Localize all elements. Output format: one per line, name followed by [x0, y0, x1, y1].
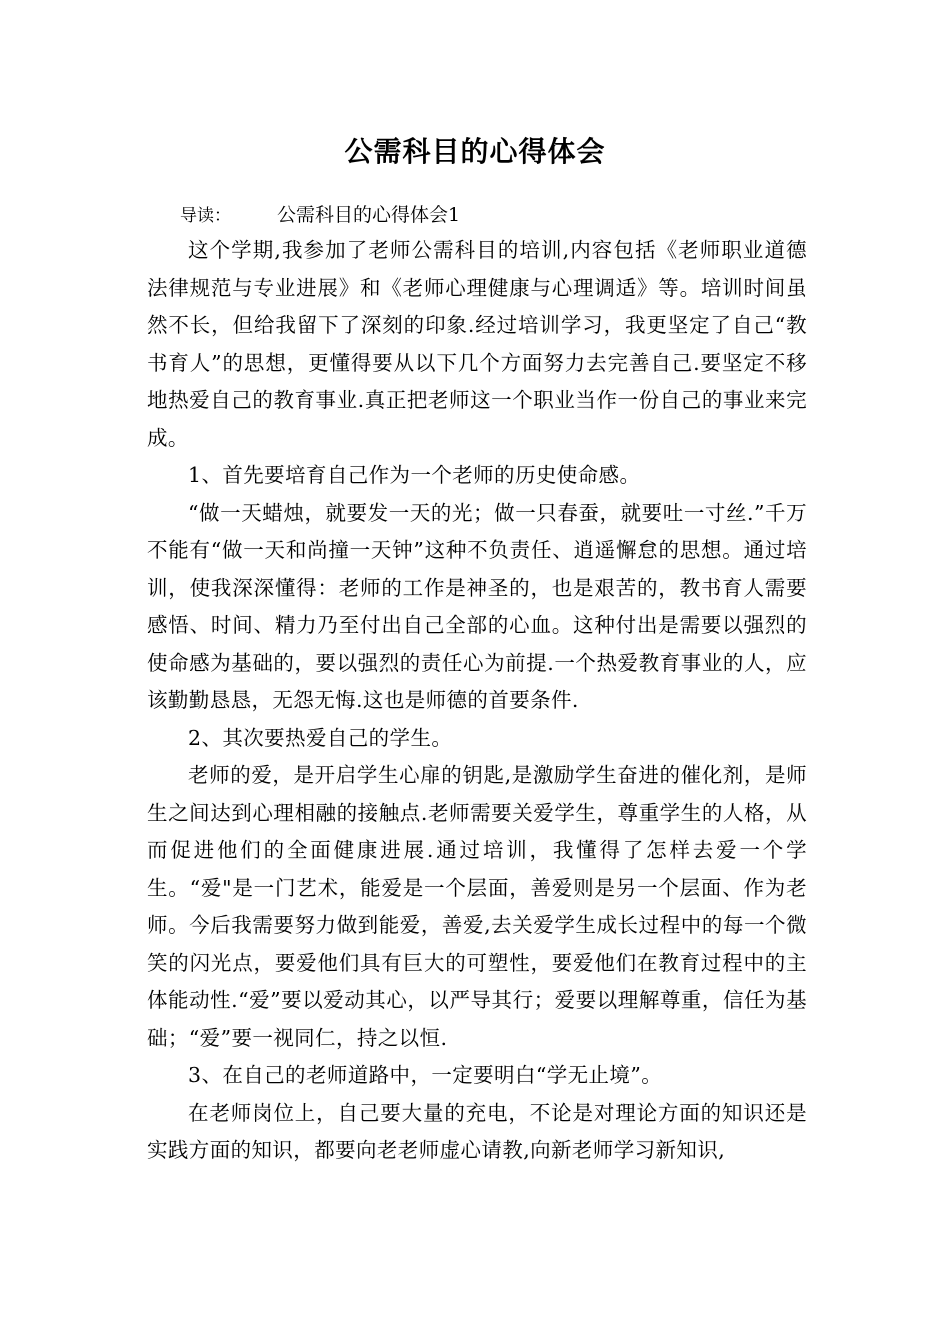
paragraph: 在老师岗位上，自己要大量的充电，不论是对理论方面的知识还是实践方面的知识，都要向老老师虚心请教,向新老师学习新知识,	[147, 1100, 807, 1162]
paragraph: 这个学期,我参加了老师公需科目的培训,内容包括《老师职业道德法律规范与专业进展》和《老师心理健康与心理调适》等。培训时间虽然不长，但给我留下了深刻的印象.经过培训学习，我更坚定了自己“教书育人”的思想，更懂得要从以下几个方面努力去完善自己.要坚定不移地热爱自己的教育事业.真正把老师这一个职业当作一份自己的事业来完成。	[147, 238, 807, 450]
document-body	[147, 232, 807, 1170]
section-heading: 1、首先要培育自己作为一个老师的历史使命感。	[188, 463, 641, 487]
document-title: 公需科目的心得体会	[344, 135, 606, 168]
paragraph: 老师的爱，是开启学生心扉的钥匙,是激励学生奋进的催化剂，是师生之间达到心理相融的接触点.老师需要关爱学生，尊重学生的人格，从而促进他们的全面健康进展.通过培训，我懂得了怎样去爱一个学生。“爱"是一门艺术，能爱是一个层面，善爱则是另一个层面、作为老师。今后我需要努力做到能爱，善爱,去关爱学生成长过程中的每一个微笑的闪光点，要爱他们具有巨大的可塑性，要爱他们在教育过程中的主体能动性.“爱”要以爱动其心，以严导其行；爱要以理解尊重，信任为基础；“爱”要一视同仁，持之以恒.	[147, 763, 807, 1050]
section-heading: 3、在自己的老师道路中，一定要明白“学无止境”。	[188, 1063, 663, 1087]
section-heading: 2、其次要热爱自己的学生。	[188, 725, 453, 750]
lead-label: 导读：	[180, 206, 231, 226]
lead-text: 公需科目的心得体会1	[277, 204, 461, 226]
lead-line	[180, 200, 460, 227]
paragraph: “做一天蜡烛，就要发一天的光；做一只春蚕，就要吐一寸丝.”千万不能有“做一天和尚撞一天钟”这种不负责任、逍遥懈怠的思想。通过培训，使我深深懂得：老师的工作是神圣的，也是艰苦的，教书育人需要感悟、时间、精力乃至付出自己全部的心血。这种付出是需要以强烈的使命感为基础的，要以强烈的责任心为前提.一个热爱教育事业的人，应该勤勤恳恳，无怨无悔.这也是师德的首要条件.	[147, 500, 807, 712]
